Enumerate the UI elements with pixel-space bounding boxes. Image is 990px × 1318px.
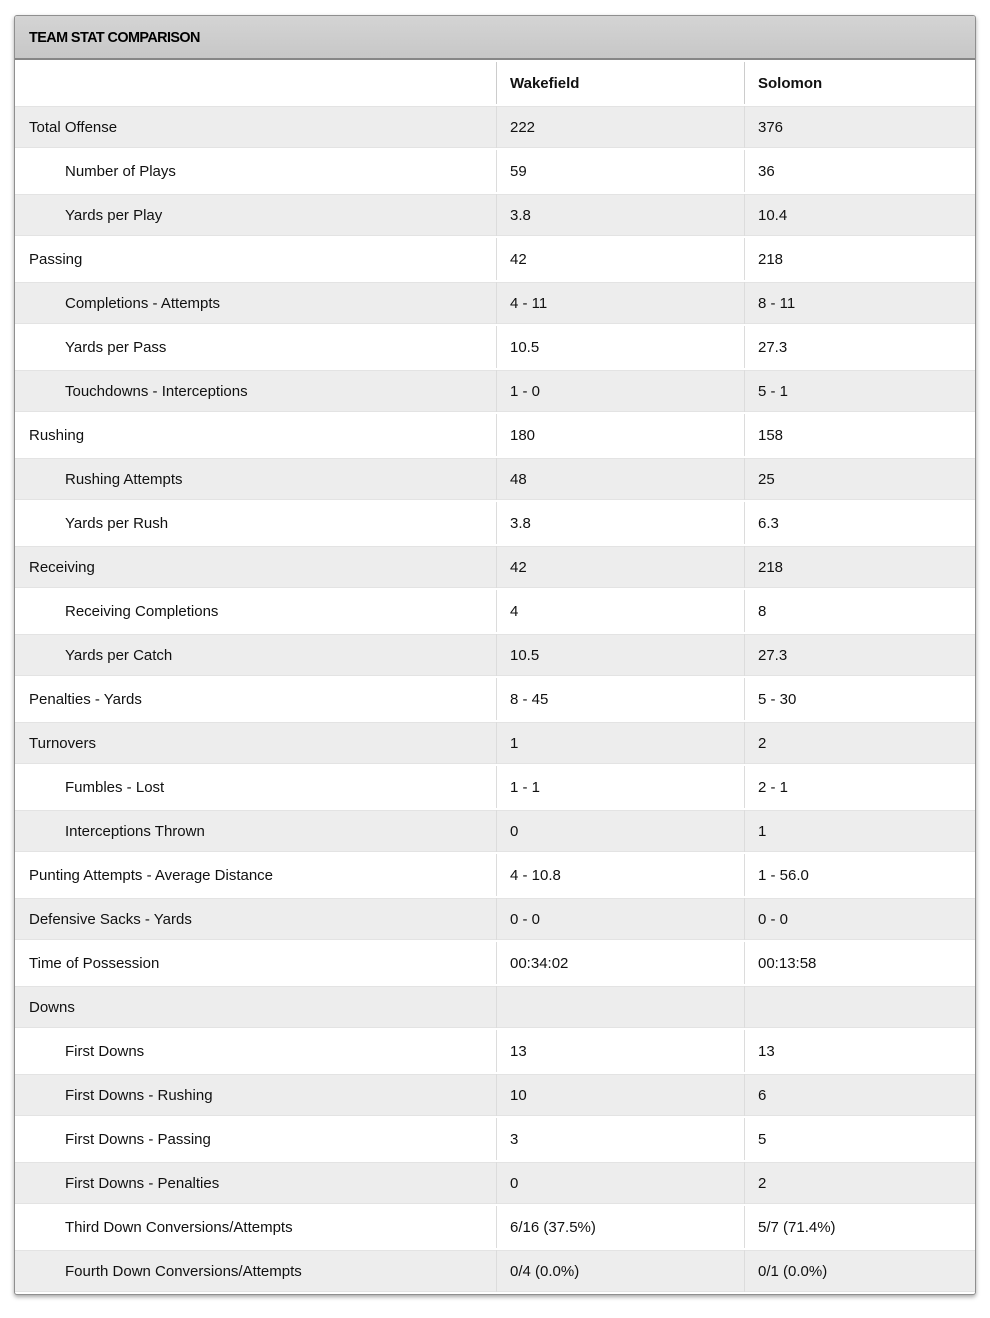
stat-value-wakefield: 0 (496, 1162, 744, 1204)
table-row (15, 1162, 975, 1204)
stat-label-cell: First Downs - Rushing (15, 1074, 496, 1116)
table-row (15, 282, 975, 324)
table-row (15, 502, 975, 544)
stat-value-wakefield: 10 (496, 1074, 744, 1116)
stat-value-solomon: 1 - 56.0 (744, 854, 975, 896)
stat-value-wakefield: 1 - 0 (496, 370, 744, 412)
table-row (15, 634, 975, 676)
stat-label-cell: Interceptions Thrown (15, 810, 496, 852)
table-row (15, 1030, 975, 1072)
stat-value-solomon: 8 (744, 590, 975, 632)
stat-value-wakefield: 4 - 10.8 (496, 854, 744, 896)
stat-value-solomon: 27.3 (744, 326, 975, 368)
stat-value-solomon: 25 (744, 458, 975, 500)
stat-value-solomon: 27.3 (744, 634, 975, 676)
stat-label-cell: Fourth Down Conversions/Attempts (15, 1250, 496, 1292)
stat-value-wakefield: 1 (496, 722, 744, 764)
stat-value-solomon: 376 (744, 106, 975, 148)
stat-value-wakefield: 48 (496, 458, 744, 500)
stat-value-wakefield: 59 (496, 150, 744, 192)
table-row (15, 810, 975, 852)
stat-value-solomon: 36 (744, 150, 975, 192)
stat-value-solomon: 0 - 0 (744, 898, 975, 940)
stat-label-cell: Passing (15, 238, 496, 280)
stat-label-cell: Total Offense (15, 106, 496, 148)
table-row (15, 546, 975, 588)
stat-label-cell: Yards per Play (15, 194, 496, 236)
stat-value-wakefield: 42 (496, 238, 744, 280)
table-row (15, 766, 975, 808)
table-row (15, 194, 975, 236)
stat-value-wakefield: 3.8 (496, 194, 744, 236)
stat-value-solomon: 0/1 (0.0%) (744, 1250, 975, 1292)
widget-title-bar (15, 16, 975, 60)
table-row (15, 854, 975, 896)
stat-value-solomon: 5 (744, 1118, 975, 1160)
stat-value-solomon: 13 (744, 1030, 975, 1072)
table-row (15, 106, 975, 148)
stat-value-solomon: 158 (744, 414, 975, 456)
stat-value-wakefield: 3 (496, 1118, 744, 1160)
stat-value-wakefield (496, 986, 744, 1028)
stat-value-wakefield: 8 - 45 (496, 678, 744, 720)
stat-value-solomon: 5 - 30 (744, 678, 975, 720)
stat-value-wakefield: 0/4 (0.0%) (496, 1250, 744, 1292)
team2-column-header: Solomon (744, 62, 975, 104)
stat-value-solomon: 8 - 11 (744, 282, 975, 324)
stat-value-wakefield: 0 (496, 810, 744, 852)
stat-value-wakefield: 13 (496, 1030, 744, 1072)
stat-value-solomon: 2 - 1 (744, 766, 975, 808)
table-row (15, 722, 975, 764)
stat-label-cell: Receiving (15, 546, 496, 588)
table-row (15, 1206, 975, 1248)
stat-value-solomon: 6 (744, 1074, 975, 1116)
stat-value-wakefield: 10.5 (496, 634, 744, 676)
stat-value-solomon: 00:13:58 (744, 942, 975, 984)
table-row (15, 238, 975, 280)
stat-label-cell: Defensive Sacks - Yards (15, 898, 496, 940)
stat-label-cell: Touchdowns - Interceptions (15, 370, 496, 412)
stat-label-cell: Completions - Attempts (15, 282, 496, 324)
stat-value-solomon (744, 986, 975, 1028)
table-row (15, 986, 975, 1028)
stat-value-solomon: 218 (744, 238, 975, 280)
stats-table-body (15, 106, 975, 1292)
stat-value-wakefield: 6/16 (37.5%) (496, 1206, 744, 1248)
stats-table (15, 60, 975, 1294)
stat-label-cell: First Downs - Passing (15, 1118, 496, 1160)
stat-value-solomon: 10.4 (744, 194, 975, 236)
stat-value-solomon: 218 (744, 546, 975, 588)
stat-label-cell: Number of Plays (15, 150, 496, 192)
stat-label-cell: Yards per Pass (15, 326, 496, 368)
stat-value-wakefield: 00:34:02 (496, 942, 744, 984)
table-row (15, 414, 975, 456)
table-row (15, 942, 975, 984)
stat-value-wakefield: 222 (496, 106, 744, 148)
stat-label-cell: Time of Possession (15, 942, 496, 984)
table-row (15, 1250, 975, 1292)
stat-value-wakefield: 180 (496, 414, 744, 456)
stat-label-cell: Turnovers (15, 722, 496, 764)
stat-value-wakefield: 4 (496, 590, 744, 632)
table-row (15, 898, 975, 940)
stat-value-wakefield: 3.8 (496, 502, 744, 544)
stat-value-solomon: 2 (744, 722, 975, 764)
stat-value-solomon: 6.3 (744, 502, 975, 544)
stat-label-cell: First Downs - Penalties (15, 1162, 496, 1204)
stat-value-wakefield: 10.5 (496, 326, 744, 368)
table-row (15, 370, 975, 412)
stat-value-wakefield: 0 - 0 (496, 898, 744, 940)
widget-title: TEAM STAT COMPARISON (29, 28, 200, 46)
team1-column-header: Wakefield (496, 62, 744, 104)
stat-label-cell: Third Down Conversions/Attempts (15, 1206, 496, 1248)
team-stat-comparison-widget (14, 15, 976, 1295)
stat-value-wakefield: 4 - 11 (496, 282, 744, 324)
stat-label-cell: Yards per Catch (15, 634, 496, 676)
table-row (15, 326, 975, 368)
stat-label-cell: Rushing Attempts (15, 458, 496, 500)
stat-label-cell: Fumbles - Lost (15, 766, 496, 808)
stat-name-column-header (15, 62, 496, 104)
stat-value-wakefield: 1 - 1 (496, 766, 744, 808)
stat-value-wakefield: 42 (496, 546, 744, 588)
stat-label-cell: Punting Attempts - Average Distance (15, 854, 496, 896)
stat-value-solomon: 1 (744, 810, 975, 852)
table-row (15, 678, 975, 720)
table-row (15, 590, 975, 632)
stat-label-cell: Receiving Completions (15, 590, 496, 632)
stat-label-cell: Penalties - Yards (15, 678, 496, 720)
stat-value-solomon: 5 - 1 (744, 370, 975, 412)
stat-label-cell: First Downs (15, 1030, 496, 1072)
table-row (15, 150, 975, 192)
table-header-row (15, 62, 975, 104)
table-row (15, 1118, 975, 1160)
table-row (15, 458, 975, 500)
stat-value-solomon: 5/7 (71.4%) (744, 1206, 975, 1248)
table-row (15, 1074, 975, 1116)
stat-label-cell: Downs (15, 986, 496, 1028)
stat-label-cell: Rushing (15, 414, 496, 456)
stat-value-solomon: 2 (744, 1162, 975, 1204)
stat-label-cell: Yards per Rush (15, 502, 496, 544)
